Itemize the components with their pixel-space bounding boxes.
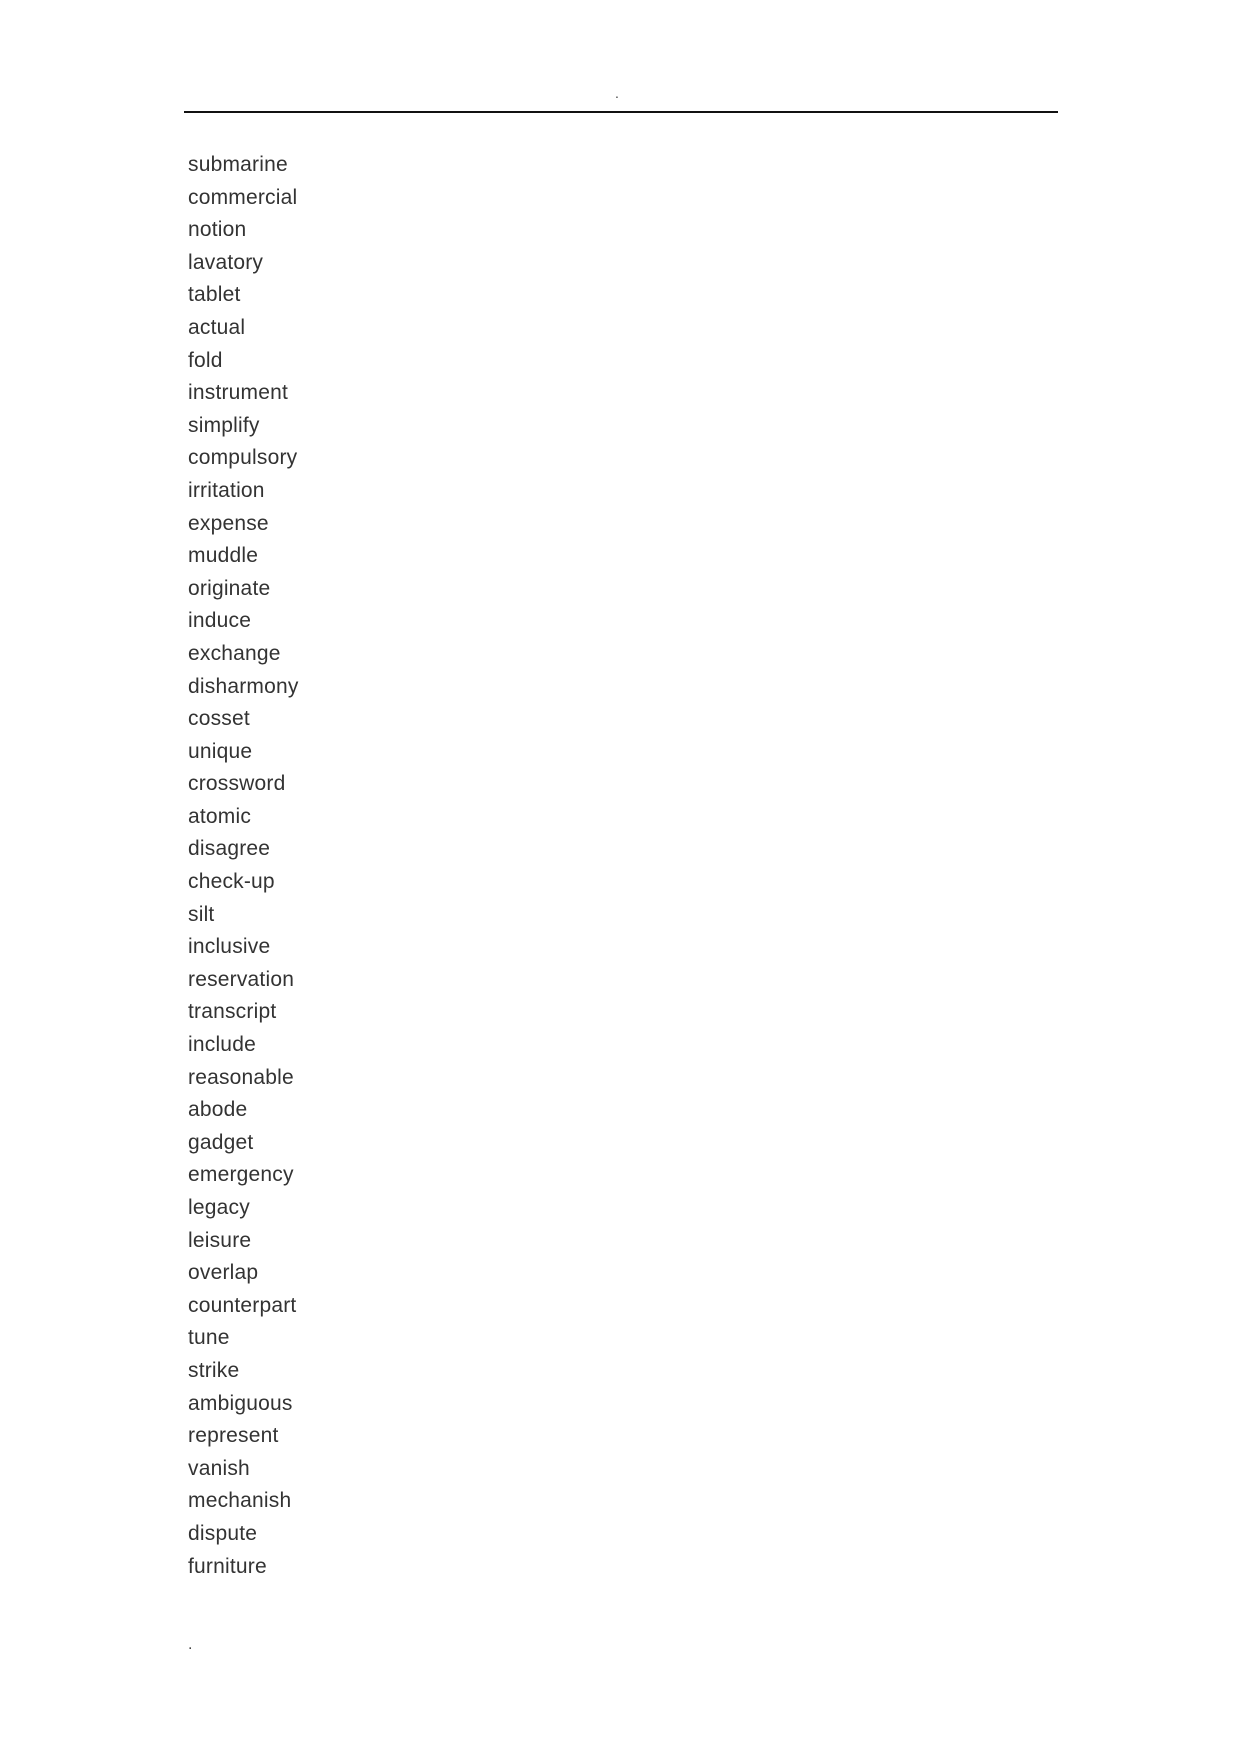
word-item: expense: [188, 511, 269, 535]
word-item: reasonable: [188, 1065, 294, 1089]
word-item: tablet: [188, 283, 241, 307]
word-item: reservation: [188, 967, 295, 991]
word-item: compulsory: [188, 446, 298, 470]
word-item: counterpart: [188, 1293, 297, 1317]
word-item: furniture: [188, 1554, 267, 1578]
word-item: overlap: [188, 1261, 259, 1285]
word-item: crossword: [188, 772, 286, 796]
word-item: silt: [188, 902, 215, 926]
word-item: leisure: [188, 1228, 252, 1252]
header-mark: .: [615, 85, 619, 101]
word-item: gadget: [188, 1130, 254, 1154]
word-item: induce: [188, 609, 252, 633]
word-item: atomic: [188, 804, 252, 828]
word-item: include: [188, 1033, 256, 1057]
word-item: ambiguous: [188, 1391, 293, 1415]
word-item: simplify: [188, 413, 260, 437]
word-item: commercial: [188, 185, 298, 209]
word-item: legacy: [188, 1196, 250, 1219]
word-item: irritation: [188, 478, 265, 502]
word-item: fold: [188, 348, 223, 372]
word-item: tune: [188, 1326, 230, 1350]
word-item: disharmony: [188, 674, 299, 698]
word-item: disagree: [188, 837, 271, 861]
word-item: transcript: [188, 1000, 277, 1024]
word-item: inclusive: [188, 935, 271, 959]
word-item: originate: [188, 576, 271, 600]
word-item: actual: [188, 315, 246, 339]
word-item: lavatory: [188, 250, 264, 274]
word-item: mechanish: [188, 1489, 292, 1513]
word-item: exchange: [188, 641, 281, 665]
word-item: dispute: [188, 1521, 258, 1545]
word-item: muddle: [188, 544, 259, 568]
footer-mark: .: [188, 1636, 193, 1653]
word-item: vanish: [188, 1456, 250, 1480]
word-item: notion: [188, 218, 247, 242]
word-item: cosset: [188, 707, 250, 731]
word-item: unique: [188, 739, 253, 763]
word-item: represent: [188, 1424, 279, 1448]
header-rule: [184, 111, 1058, 113]
word-item: instrument: [188, 381, 289, 405]
word-item: strike: [188, 1358, 240, 1382]
word-item: abode: [188, 1098, 248, 1122]
word-item: submarine: [188, 153, 288, 176]
word-list: [188, 149, 299, 1583]
word-item: emergency: [188, 1163, 294, 1187]
word-item: check-up: [188, 870, 275, 894]
